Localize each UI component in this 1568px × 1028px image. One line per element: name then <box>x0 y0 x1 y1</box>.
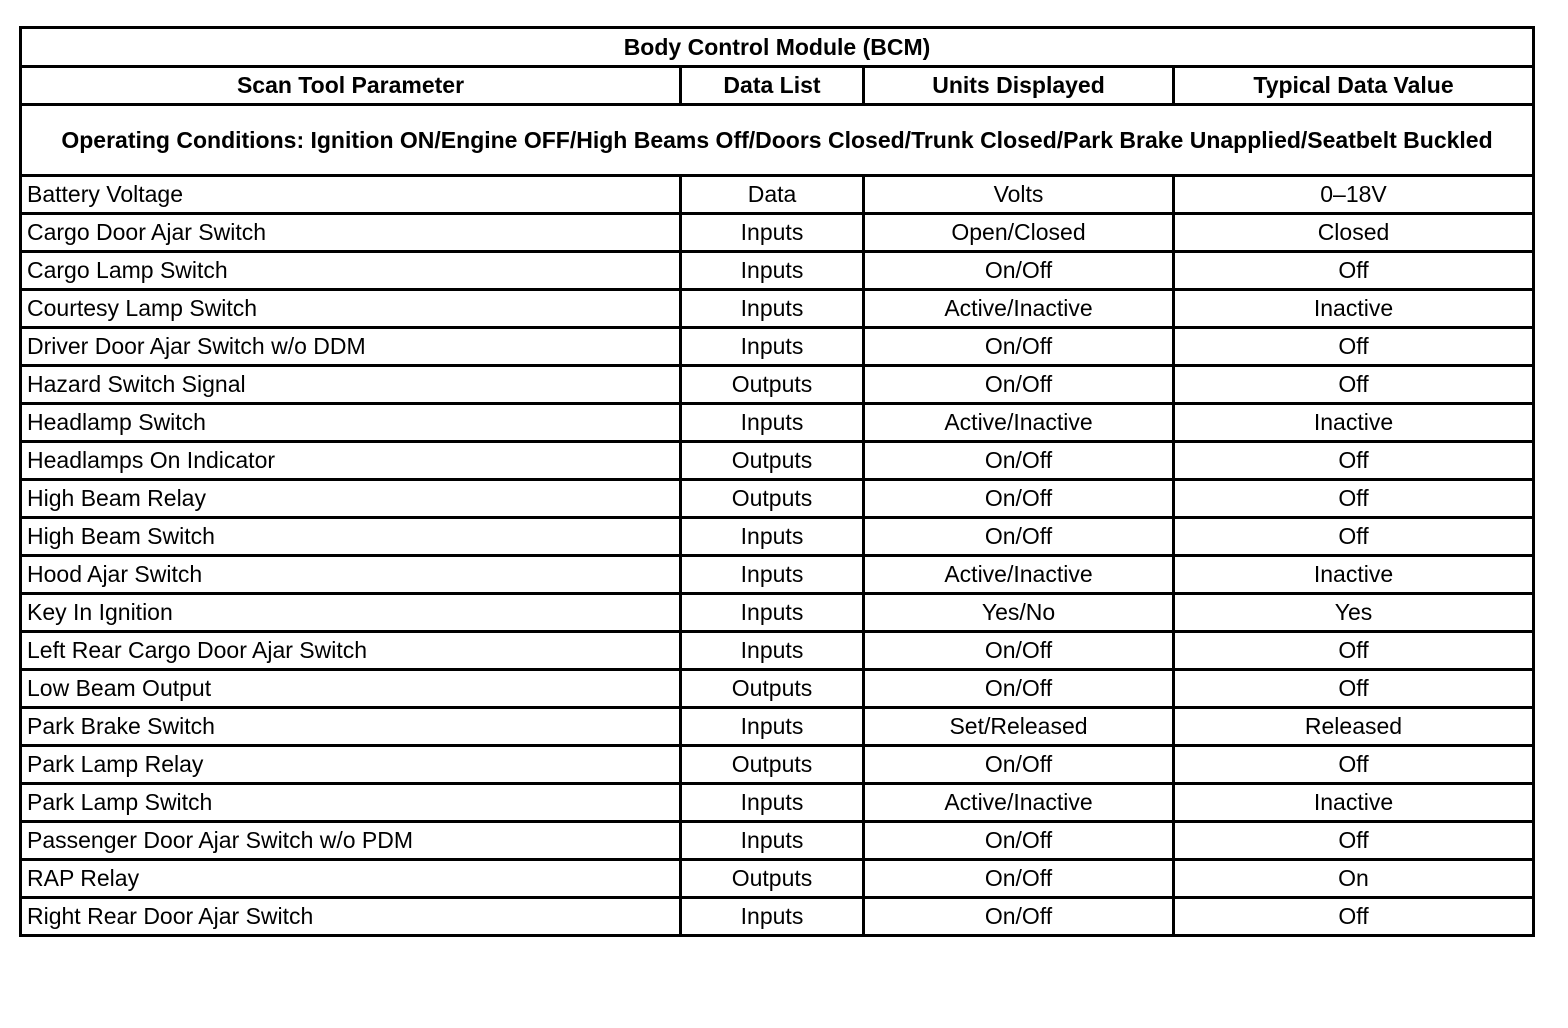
units-cell: On/Off <box>864 442 1174 480</box>
parameter-cell: Park Lamp Relay <box>21 746 681 784</box>
parameter-cell: Park Lamp Switch <box>21 784 681 822</box>
data-list-cell: Inputs <box>681 290 864 328</box>
units-cell: On/Off <box>864 366 1174 404</box>
data-list-cell: Inputs <box>681 784 864 822</box>
parameter-cell: Cargo Door Ajar Switch <box>21 214 681 252</box>
parameter-cell: Park Brake Switch <box>21 708 681 746</box>
bcm-data-table-container <box>19 26 1532 937</box>
typical-value-cell: Inactive <box>1174 784 1534 822</box>
units-cell: On/Off <box>864 860 1174 898</box>
data-list-cell: Inputs <box>681 556 864 594</box>
units-cell: On/Off <box>864 898 1174 936</box>
data-list-cell: Outputs <box>681 366 864 404</box>
units-cell: Active/Inactive <box>864 404 1174 442</box>
table-row <box>21 404 1534 442</box>
units-cell: On/Off <box>864 328 1174 366</box>
typical-value-cell: Inactive <box>1174 556 1534 594</box>
units-cell: Active/Inactive <box>864 784 1174 822</box>
table-row <box>21 898 1534 936</box>
parameter-cell: Hood Ajar Switch <box>21 556 681 594</box>
table-row <box>21 860 1534 898</box>
parameter-cell: High Beam Switch <box>21 518 681 556</box>
table-row <box>21 518 1534 556</box>
table-row <box>21 442 1534 480</box>
table-row <box>21 594 1534 632</box>
parameter-cell: Left Rear Cargo Door Ajar Switch <box>21 632 681 670</box>
units-cell: On/Off <box>864 480 1174 518</box>
units-cell: On/Off <box>864 822 1174 860</box>
typical-value-cell: 0–18V <box>1174 176 1534 214</box>
bcm-data-table <box>19 26 1535 937</box>
typical-value-cell: Off <box>1174 252 1534 290</box>
typical-value-cell: Released <box>1174 708 1534 746</box>
table-body <box>21 176 1534 936</box>
typical-value-cell: Off <box>1174 898 1534 936</box>
typical-value-cell: Off <box>1174 822 1534 860</box>
typical-value-cell: On <box>1174 860 1534 898</box>
data-list-cell: Outputs <box>681 670 864 708</box>
table-row <box>21 480 1534 518</box>
parameter-cell: Cargo Lamp Switch <box>21 252 681 290</box>
data-list-cell: Outputs <box>681 442 864 480</box>
table-row <box>21 708 1534 746</box>
table-title-row <box>21 28 1534 67</box>
data-list-cell: Inputs <box>681 214 864 252</box>
table-row <box>21 670 1534 708</box>
data-list-cell: Inputs <box>681 822 864 860</box>
parameter-cell: Headlamp Switch <box>21 404 681 442</box>
typical-value-cell: Yes <box>1174 594 1534 632</box>
typical-value-cell: Off <box>1174 442 1534 480</box>
table-row <box>21 784 1534 822</box>
parameter-cell: Battery Voltage <box>21 176 681 214</box>
table-header-row <box>21 67 1534 105</box>
data-list-cell: Inputs <box>681 898 864 936</box>
typical-value-cell: Off <box>1174 632 1534 670</box>
units-cell: On/Off <box>864 670 1174 708</box>
typical-value-cell: Off <box>1174 518 1534 556</box>
data-list-cell: Data <box>681 176 864 214</box>
table-row <box>21 556 1534 594</box>
typical-value-cell: Inactive <box>1174 290 1534 328</box>
typical-value-cell: Off <box>1174 670 1534 708</box>
data-list-cell: Inputs <box>681 632 864 670</box>
data-list-cell: Outputs <box>681 480 864 518</box>
parameter-cell: Key In Ignition <box>21 594 681 632</box>
parameter-cell: RAP Relay <box>21 860 681 898</box>
operating-conditions: Operating Conditions: Ignition ON/Engine OFF/High Beams Off/Doors Closed/Trunk Closed/Park Brake Unapplied/Seatbelt Buckled <box>21 105 1534 176</box>
header-units-displayed: Units Displayed <box>864 67 1174 105</box>
data-list-cell: Inputs <box>681 252 864 290</box>
table-row <box>21 214 1534 252</box>
typical-value-cell: Off <box>1174 366 1534 404</box>
units-cell: Volts <box>864 176 1174 214</box>
table-row <box>21 328 1534 366</box>
header-scan-tool-parameter: Scan Tool Parameter <box>21 67 681 105</box>
table-row <box>21 366 1534 404</box>
parameter-cell: Hazard Switch Signal <box>21 366 681 404</box>
typical-value-cell: Off <box>1174 328 1534 366</box>
typical-value-cell: Closed <box>1174 214 1534 252</box>
typical-value-cell: Off <box>1174 480 1534 518</box>
units-cell: On/Off <box>864 632 1174 670</box>
header-typical-data-value: Typical Data Value <box>1174 67 1534 105</box>
table-row <box>21 822 1534 860</box>
table-title: Body Control Module (BCM) <box>21 28 1534 67</box>
parameter-cell: High Beam Relay <box>21 480 681 518</box>
table-row <box>21 632 1534 670</box>
table-row <box>21 290 1534 328</box>
units-cell: Yes/No <box>864 594 1174 632</box>
typical-value-cell: Off <box>1174 746 1534 784</box>
data-list-cell: Outputs <box>681 860 864 898</box>
parameter-cell: Passenger Door Ajar Switch w/o PDM <box>21 822 681 860</box>
parameter-cell: Driver Door Ajar Switch w/o DDM <box>21 328 681 366</box>
typical-value-cell: Inactive <box>1174 404 1534 442</box>
data-list-cell: Inputs <box>681 518 864 556</box>
data-list-cell: Inputs <box>681 708 864 746</box>
table-row <box>21 176 1534 214</box>
table-row <box>21 252 1534 290</box>
data-list-cell: Outputs <box>681 746 864 784</box>
parameter-cell: Courtesy Lamp Switch <box>21 290 681 328</box>
units-cell: On/Off <box>864 518 1174 556</box>
data-list-cell: Inputs <box>681 594 864 632</box>
table-row <box>21 746 1534 784</box>
parameter-cell: Right Rear Door Ajar Switch <box>21 898 681 936</box>
units-cell: Set/Released <box>864 708 1174 746</box>
parameter-cell: Headlamps On Indicator <box>21 442 681 480</box>
parameter-cell: Low Beam Output <box>21 670 681 708</box>
header-data-list: Data List <box>681 67 864 105</box>
units-cell: On/Off <box>864 746 1174 784</box>
data-list-cell: Inputs <box>681 404 864 442</box>
units-cell: On/Off <box>864 252 1174 290</box>
units-cell: Active/Inactive <box>864 556 1174 594</box>
units-cell: Open/Closed <box>864 214 1174 252</box>
data-list-cell: Inputs <box>681 328 864 366</box>
units-cell: Active/Inactive <box>864 290 1174 328</box>
operating-conditions-row <box>21 105 1534 176</box>
